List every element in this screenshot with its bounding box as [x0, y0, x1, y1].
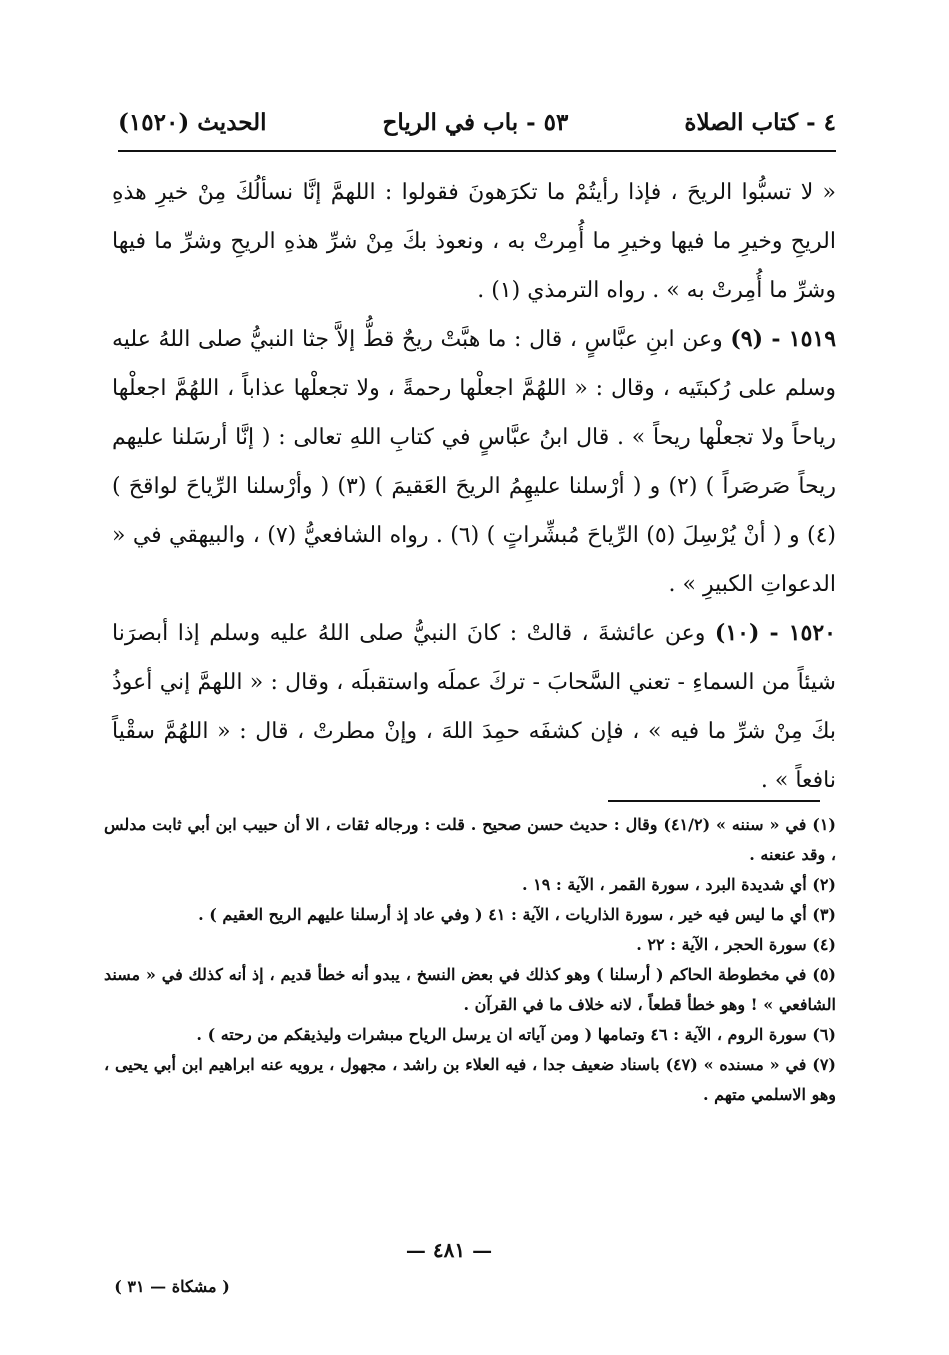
- footnote-rule: [608, 800, 820, 802]
- hadith-paragraph: [112, 315, 836, 609]
- paragraph-text: « لا تسبُّوا الريحَ ، فإذا رأيتُمْ ما تكرَهونَ فقولوا : اللهمَّ إنَّا نسألُكَ مِنْ خيرِ هذهِ الريحِ وخيرِ ما فيها وخيرِ ما أُمِرتْ به ، ونعوذ بكَ مِنْ شرِّ هذهِ الريحِ وشرِّ ما فيها وشرِّ ما أُمِرتْ به » . رواه الترمذي (١) .: [112, 180, 836, 303]
- paragraph-text: وعن عائشةَ ، قالتْ : كانَ النبيُّ صلى اللهُ عليه وسلم إذا أبصرَنا شيئاً من السماءِ - تعني السَّحابَ - تركَ عملَه واستقبلَه ، وقال : « اللهمَّ إني أعوذُ بكَ مِنْ شرِّ ما فيه » ، فإن كشفَه حمِدَ اللهَ ، وإنْ مطرتْ ، قال : « اللهُمَّ سقْياً نافعاً » .: [112, 621, 836, 793]
- footnote-item: (٢) أي شديدة البرد ، سورة القمر ، الآية : ١٩ .: [522, 875, 836, 894]
- hadith-number: ١٥٢٠ - (١٠): [714, 620, 836, 646]
- footnote-item: (٥) في مخطوطة الحاكم ( أرسلنا ) وهو كذلك في بعض النسخ ، يبدو أنه خطأ قديم ، إذ أنه كذلك في « مسند الشافعي » ! وهو خطأ قطعاً ، لانه خلاف ما في القرآن .: [104, 965, 836, 1014]
- footnote-item: (٦) سورة الروم ، الآية : ٤٦ وتمامها ( ومن آياته ان يرسل الرياح مبشرات وليذيقكم من رحته ) .: [196, 1025, 836, 1044]
- book-title: ٤ - كتاب الصلاة: [684, 108, 836, 136]
- hadith-range: الحديث (١٥٢٠): [118, 108, 267, 136]
- footnote-item: (٤) سورة الحجر ، الآية : ٢٢ .: [636, 935, 836, 954]
- paragraph-text: وعن ابنِ عبَّاسٍ ، قال : ما هبَّتْ ريحٌ قطُّ إلاَّ جثا النبيُّ صلى اللهُ عليه وسلم على رُكبتَيه ، وقال : « اللهُمَّ اجعلْها رحمةً ، ولا تجعلْها عذاباً ، اللهُمَّ اجعلْها رياحاً ولا تجعلْها ريحاً » . قال ابنُ عبَّاسٍ في كتابِ اللهِ تعالى : ( إنَّا أرسَلنا عليهم ريحاً صَرصَراً ) (٢) و ( أرْسلنا عليهِمُ الريحَ العَقيمَ ) (٣) ( وأرْسلنا الرِّياحَ لواقحَ ) (٤) و ( أنْ يُرْسِلَ (٥) الرِّياحَ مُبشِّراتٍ ) (٦) . رواه الشافعيُّ (٧) ، والبيهقي في « الدعواتِ الكبيرِ » .: [112, 327, 837, 597]
- footnote-item: (٧) في « مسنده » (٤٧) باسناد ضعيف جدا ، فيه العلاء بن راشد ، مجهول ، يرويه عنه ابراهيم ابن أبي يحيى ، وهو الاسلمي متهم .: [104, 1055, 836, 1104]
- footnote-item: (٣) أي ما ليس فيه خير ، سورة الذاريات ، الآية : ٤١ ( وفي عاد إذ أرسلنا عليهم الريح العقيم ) .: [198, 905, 836, 924]
- running-header: [118, 100, 836, 144]
- hadith-paragraph: [112, 609, 836, 805]
- chapter-title: ٥٣ - باب في الرياح: [382, 108, 569, 136]
- footnotes: [104, 810, 836, 1110]
- printer-signature: ( مشكاة — ٣١ ): [114, 1277, 230, 1296]
- hadith-number: ١٥١٩ - (٩): [730, 326, 837, 352]
- paragraph-continuation: [112, 168, 836, 315]
- footnote-item: (١) في « سننه » (٤١/٢) وقال : حديث حسن صحيح . قلت : ورجاله ثقات ، الا أن حبيب ابن أبي ثابت مدلس ، وقد عنعنه .: [104, 815, 836, 864]
- main-text: [112, 168, 836, 805]
- header-rule: [118, 150, 836, 152]
- page-number: — ٤٨١ —: [405, 1238, 493, 1262]
